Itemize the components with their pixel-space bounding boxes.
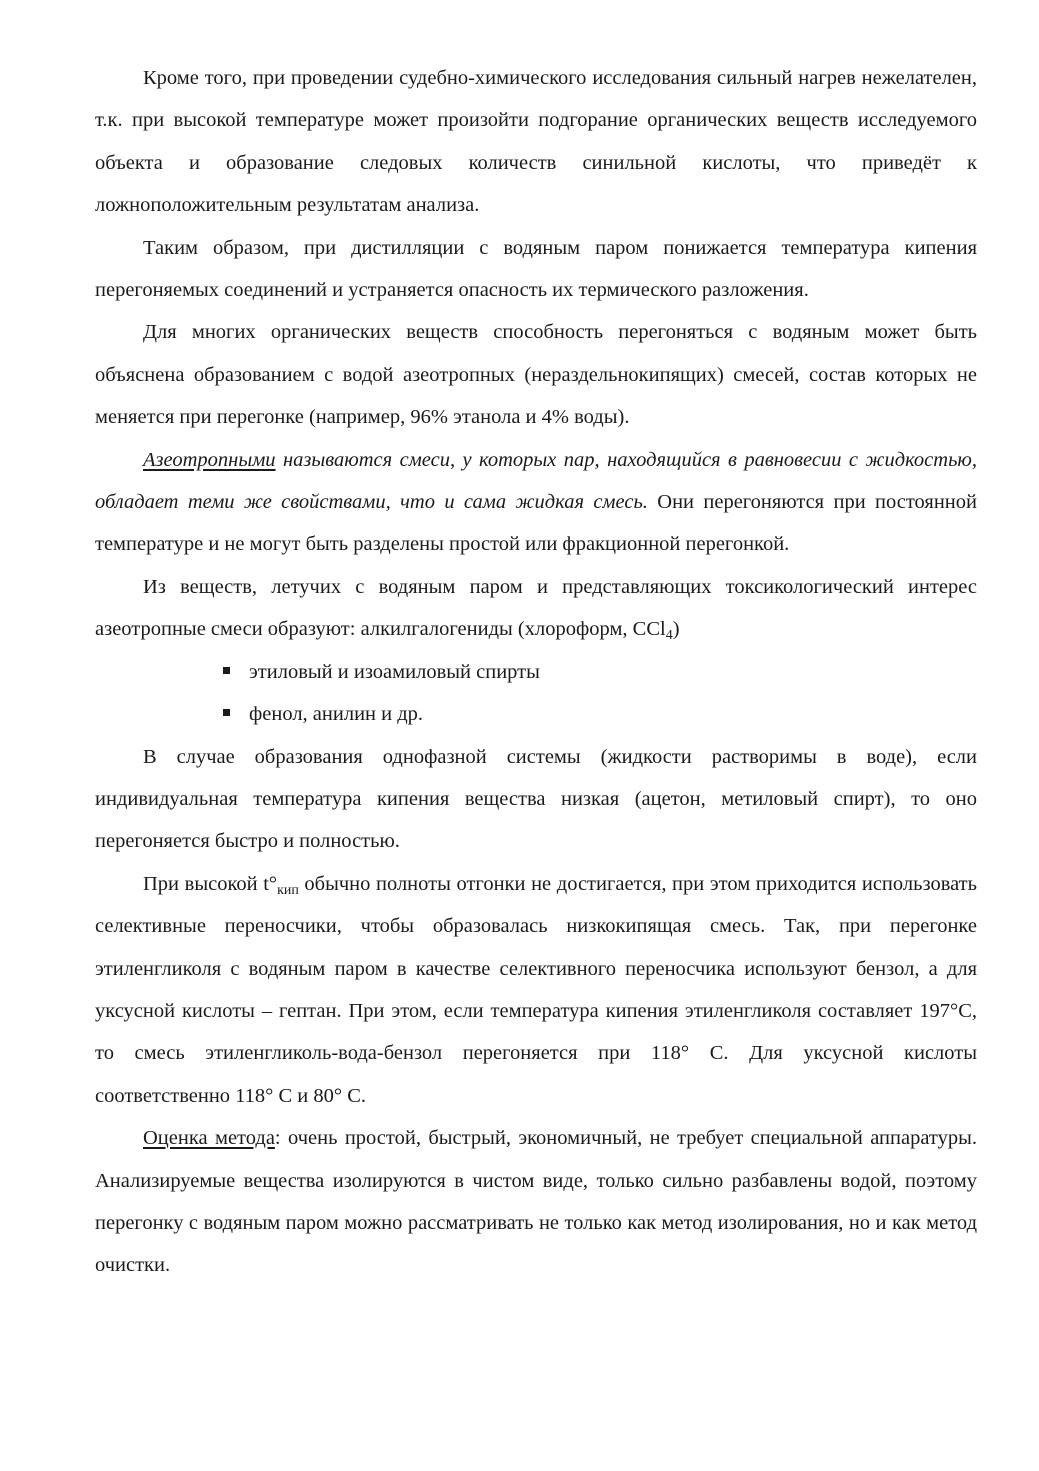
square-bullet-icon xyxy=(223,709,230,716)
paragraph-azeotrope-definition xyxy=(95,439,977,566)
azeotrope-definition-text: называются смеси, у которых пар, находящийся в равновесии с жидкостью, обладает теми же свойствами, что и сама жидкая смесь. xyxy=(95,448,977,514)
azeotrope-definition-rest: Они перегоняются при постоянной температуре и не могут быть разделены простой или фракционной перегонкой. xyxy=(95,491,977,556)
substance-list xyxy=(95,651,977,736)
high-boiling-rest: обычно полноты отгонки не достигается, при этом приходится использовать селективные переносчики, чтобы образовалась низкокипящая смесь. Так, при перегонке этиленгликоля с водяным паром в качестве селективного переносчика используют бензол, а для уксусной кислоты – гептан. При этом, если температура кипения этиленгликоля составляет 197°С, то смесь этиленгликоль-вода-бензол перегоняется при 118° С. Для уксусной кислоты соответственно 118° С и 80° С. xyxy=(95,872,977,1107)
list-item xyxy=(223,693,977,735)
ccl4-subscript: 4 xyxy=(665,628,673,644)
azeotrope-term: Азеотропными xyxy=(143,448,276,471)
square-bullet-icon xyxy=(223,667,230,674)
paragraph-heating: Кроме того, при проведении судебно-химического исследования сильный нагрев нежелателен, т.к. при высокой температуре может произойти подгорание органических веществ исследуемого объекта и образование следовых количеств синильной кислоты, что приведёт к ложноположительным результатам анализа. xyxy=(95,67,977,217)
paragraph-toxic-substances xyxy=(95,566,977,651)
paragraph-method-evaluation xyxy=(95,1117,977,1287)
boiling-subscript: кип xyxy=(277,882,299,898)
toxic-substances-text: Из веществ, летучих с водяным паром и представляющих токсикологический интерес азеотропные смеси образуют: алкилгалогениды (хлороформ, CCl xyxy=(95,575,977,641)
paragraph-high-boiling xyxy=(95,863,977,1117)
list-item-text: фенол, анилин и др. xyxy=(249,703,424,726)
paragraph-azeotropes-intro: Для многих органических веществ способность перегоняться с водяным может быть объяснена образованием с водой азеотропных (нераздельнокипящих) смесей, состав которых не меняется при перегонке (например, 96% этанола и 4% воды). xyxy=(95,321,977,429)
paragraph-steam-distillation: Таким образом, при дистилляции с водяным паром понижается температура кипения перегоняемых соединений и устраняется опасность их термического разложения. xyxy=(95,236,977,302)
list-item-text: этиловый и изоамиловый спирты xyxy=(249,660,540,683)
list-item xyxy=(223,651,977,693)
evaluation-text: : очень простой, быстрый, экономичный, не требует специальной аппаратуры. Анализируемые вещества изолируются в чистом виде, только сильно разбавлены водой, поэтому перегонку с водяным паром можно рассматривать не только как метод изолирования, но и как метод очистки. xyxy=(95,1127,977,1277)
paragraph-single-phase: В случае образования однофазной системы (жидкости растворимы в воде), если индивидуальная температура кипения вещества низкая (ацетон, метиловый спирт), то оно перегоняется быстро и полностью. xyxy=(95,745,977,853)
toxic-substances-end: ) xyxy=(672,618,680,641)
high-boiling-start: При высокой t° xyxy=(143,872,278,895)
evaluation-label: Оценка метода xyxy=(143,1127,275,1150)
